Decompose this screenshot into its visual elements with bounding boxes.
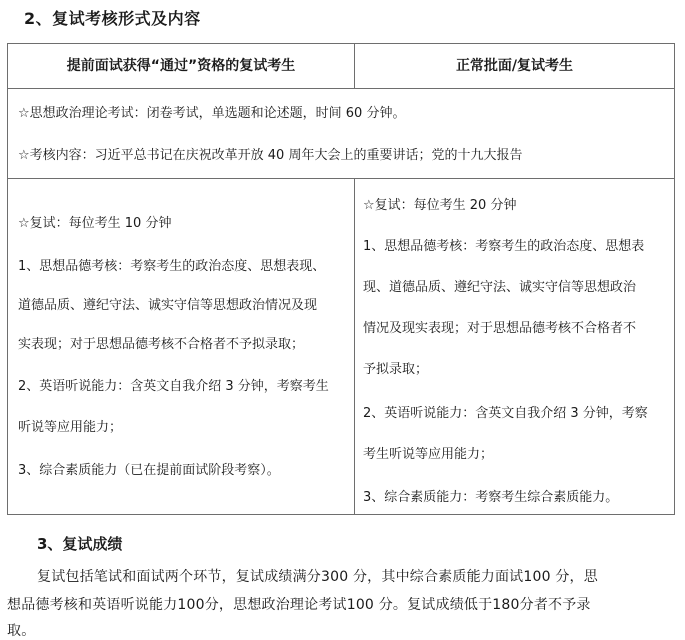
left-line: ☆复试：每位考生 10 分钟 xyxy=(18,216,172,231)
right-line: 现、道德品质、遵纪守法、诚实守信等思想政治 xyxy=(363,280,637,295)
right-line: 3、综合素质能力：考察考生综合素质能力。 xyxy=(363,490,619,505)
left-column xyxy=(8,179,355,514)
left-line: 3、综合素质能力（已在提前面试阶段考察）。 xyxy=(18,463,280,478)
politics-exam-line: ☆思想政治理论考试：闭卷考试，单选题和论述题，时间 60 分钟。 xyxy=(18,106,406,121)
exam-format-table xyxy=(7,43,675,515)
left-line: 道德品质、遵纪守法、诚实守信等思想政治情况及现 xyxy=(18,298,318,313)
left-line: 听说等应用能力； xyxy=(18,420,123,435)
table-body-row xyxy=(8,179,674,514)
table-header-row xyxy=(8,44,674,89)
left-line: 实表现；对于思想品德考核不合格者不予拟录取； xyxy=(18,337,305,352)
table-common-row xyxy=(8,89,674,179)
left-line: 1、思想品德考核：考察考生的政治态度、思想表现、 xyxy=(18,259,326,274)
right-line: ☆复试：每位考生 20 分钟 xyxy=(363,198,517,213)
right-line: 予拟录取； xyxy=(363,362,429,377)
right-line: 考生听说等应用能力； xyxy=(363,447,494,462)
right-line: 1、思想品德考核：考察考生的政治态度、思想表 xyxy=(363,239,645,254)
section-3-title: 3、复试成绩 xyxy=(37,535,123,553)
right-line: 2、英语听说能力：含英文自我介绍 3 分钟，考察 xyxy=(363,406,648,421)
left-line: 2、英语听说能力：含英文自我介绍 3 分钟，考察考生 xyxy=(18,379,329,394)
score-paragraph-line: 取。 xyxy=(7,623,36,639)
right-line: 情况及现实表现；对于思想品德考核不合格者不 xyxy=(363,321,637,336)
exam-content-line: ☆考核内容：习近平总书记在庆祝改革开放 40 周年大会上的重要讲话；党的十九大报告 xyxy=(18,148,523,163)
section-2-title: 2、复试考核形式及内容 xyxy=(24,9,201,28)
header-regular: 正常批面/复试考生 xyxy=(455,58,574,74)
right-column xyxy=(355,179,674,514)
score-paragraph-line: 复试包括笔试和面试两个环节，复试成绩满分300 分，其中综合素质能力面试100 分，思 xyxy=(37,569,598,585)
header-early-interview: 提前面试获得“通过”资格的复试考生 xyxy=(8,44,355,89)
score-paragraph-line: 想品德考核和英语听说能力100分，思想政治理论考试100 分。复试成绩低于180分者不予录 xyxy=(7,597,591,613)
